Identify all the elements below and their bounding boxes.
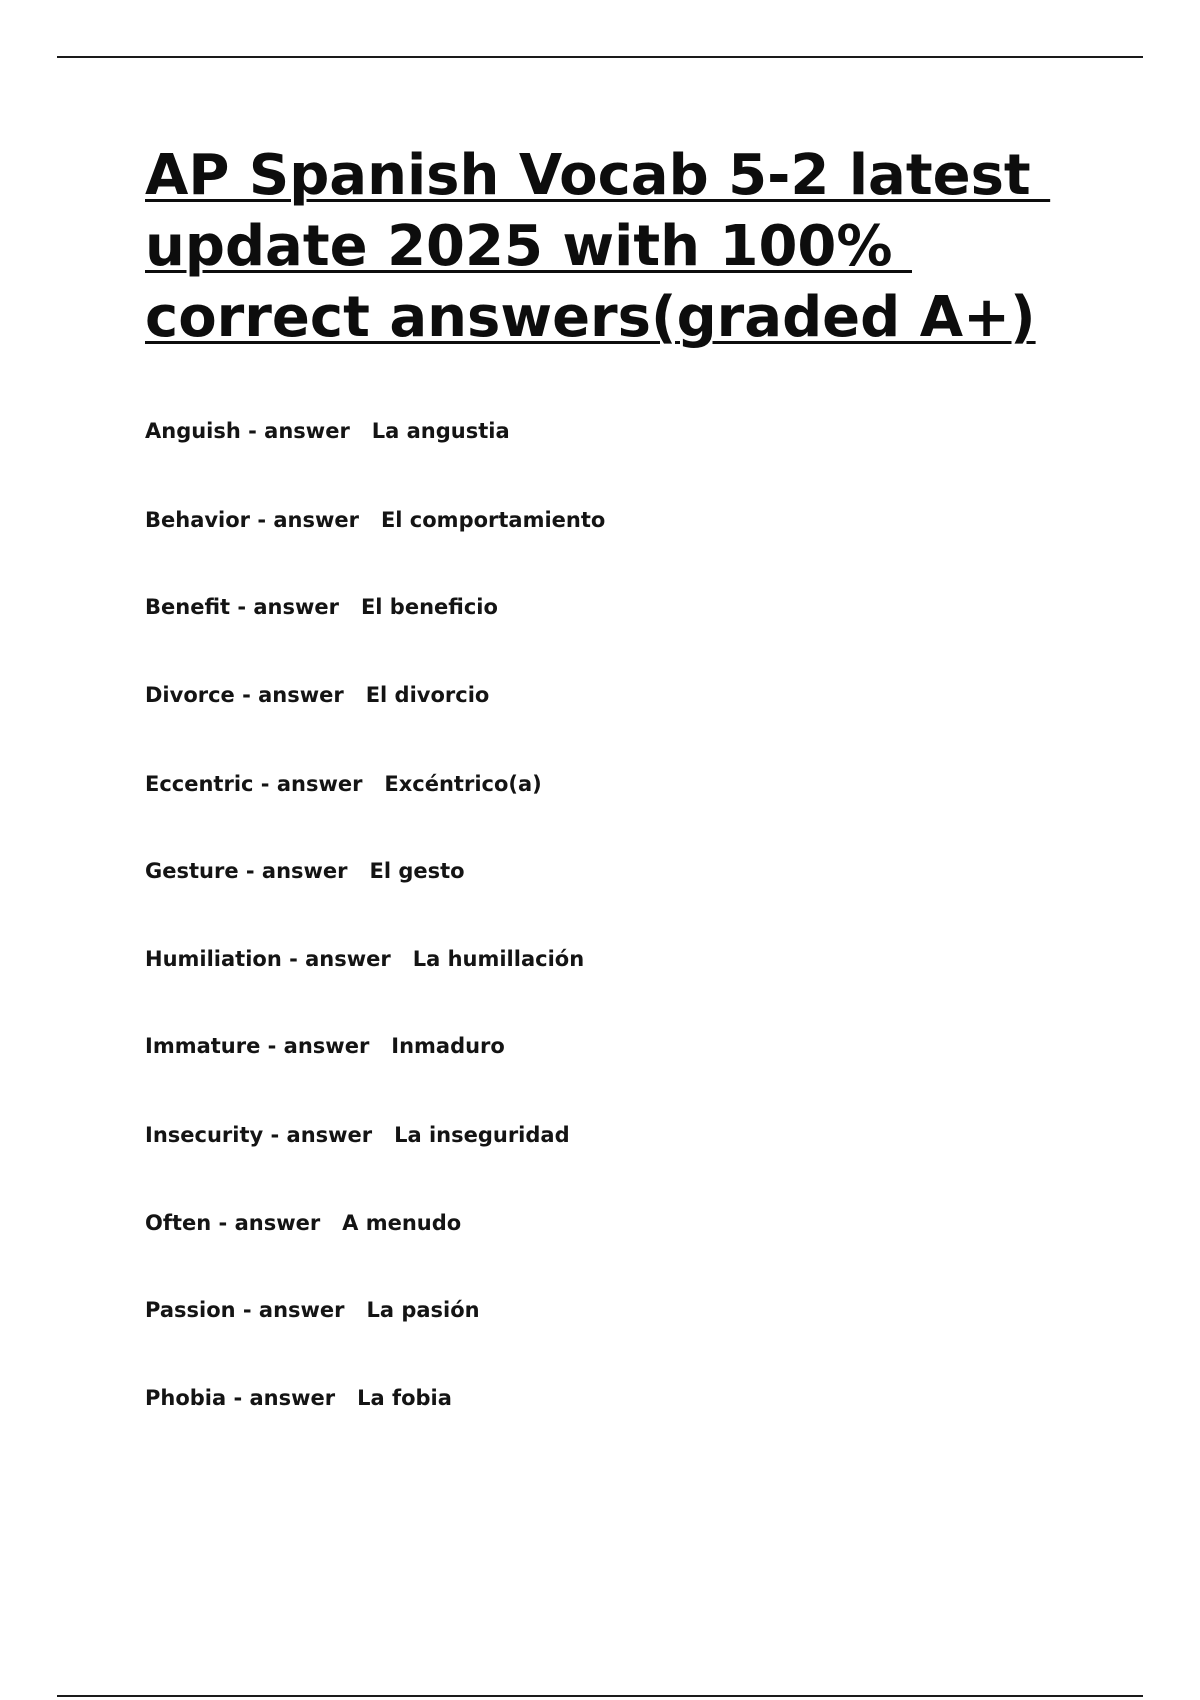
vocab-item [145,1385,452,1411]
vocab-item [145,682,489,708]
vocab-term: Immature [145,1034,261,1058]
vocab-term: Phobia [145,1386,227,1410]
vocab-answer: La fobia [357,1386,452,1410]
vocab-item [145,1033,505,1059]
vocab-term: Eccentric [145,772,254,796]
title-line-3: correct answers(graded A+) [145,285,1036,350]
vocab-item [145,418,510,444]
vocab-answer: La pasión [366,1298,480,1322]
vocab-separator: - answer [263,1123,373,1147]
vocab-separator: - answer [234,683,344,707]
vocab-item [145,771,542,797]
vocab-item [145,858,465,884]
title-line-2: update 2025 with 100% [145,214,912,279]
vocab-answer: La inseguridad [394,1123,570,1147]
vocab-answer: El beneficio [360,595,498,619]
vocab-item [145,1122,570,1148]
bottom-divider [57,1695,1143,1697]
vocab-answer: La humillación [412,947,585,971]
vocab-term: Divorce [145,683,235,707]
vocab-answer: La angustia [371,419,510,443]
vocab-separator: - answer [211,1211,321,1235]
vocab-item [145,946,584,972]
vocab-answer: Inmaduro [391,1034,505,1058]
vocab-separator: - answer [235,1298,345,1322]
vocab-item [145,507,605,533]
vocab-term: Passion [145,1298,236,1322]
vocab-list [145,0,1045,1700]
vocab-separator: - answer [230,595,340,619]
vocab-item [145,1297,480,1323]
vocab-separator: - answer [281,947,391,971]
vocab-answer: El gesto [369,859,465,883]
vocab-separator: - answer [240,419,350,443]
vocab-separator: - answer [260,1034,370,1058]
vocab-separator: - answer [253,772,363,796]
vocab-term: Insecurity [145,1123,264,1147]
vocab-separator: - answer [238,859,348,883]
vocab-answer: A menudo [342,1211,462,1235]
vocab-term: Behavior [145,508,251,532]
vocab-separator: - answer [250,508,360,532]
vocab-term: Anguish [145,419,241,443]
vocab-term: Gesture [145,859,239,883]
vocab-separator: - answer [226,1386,336,1410]
title-line-1: AP Spanish Vocab 5-2 latest [145,143,1051,208]
vocab-term: Often [145,1211,212,1235]
vocab-item [145,594,498,620]
vocab-term: Humiliation [145,947,282,971]
vocab-term: Benefit [145,595,231,619]
vocab-answer: El divorcio [365,683,490,707]
vocab-answer: El comportamiento [380,508,606,532]
vocab-item [145,1210,461,1236]
vocab-answer: Excéntrico(a) [384,772,542,796]
